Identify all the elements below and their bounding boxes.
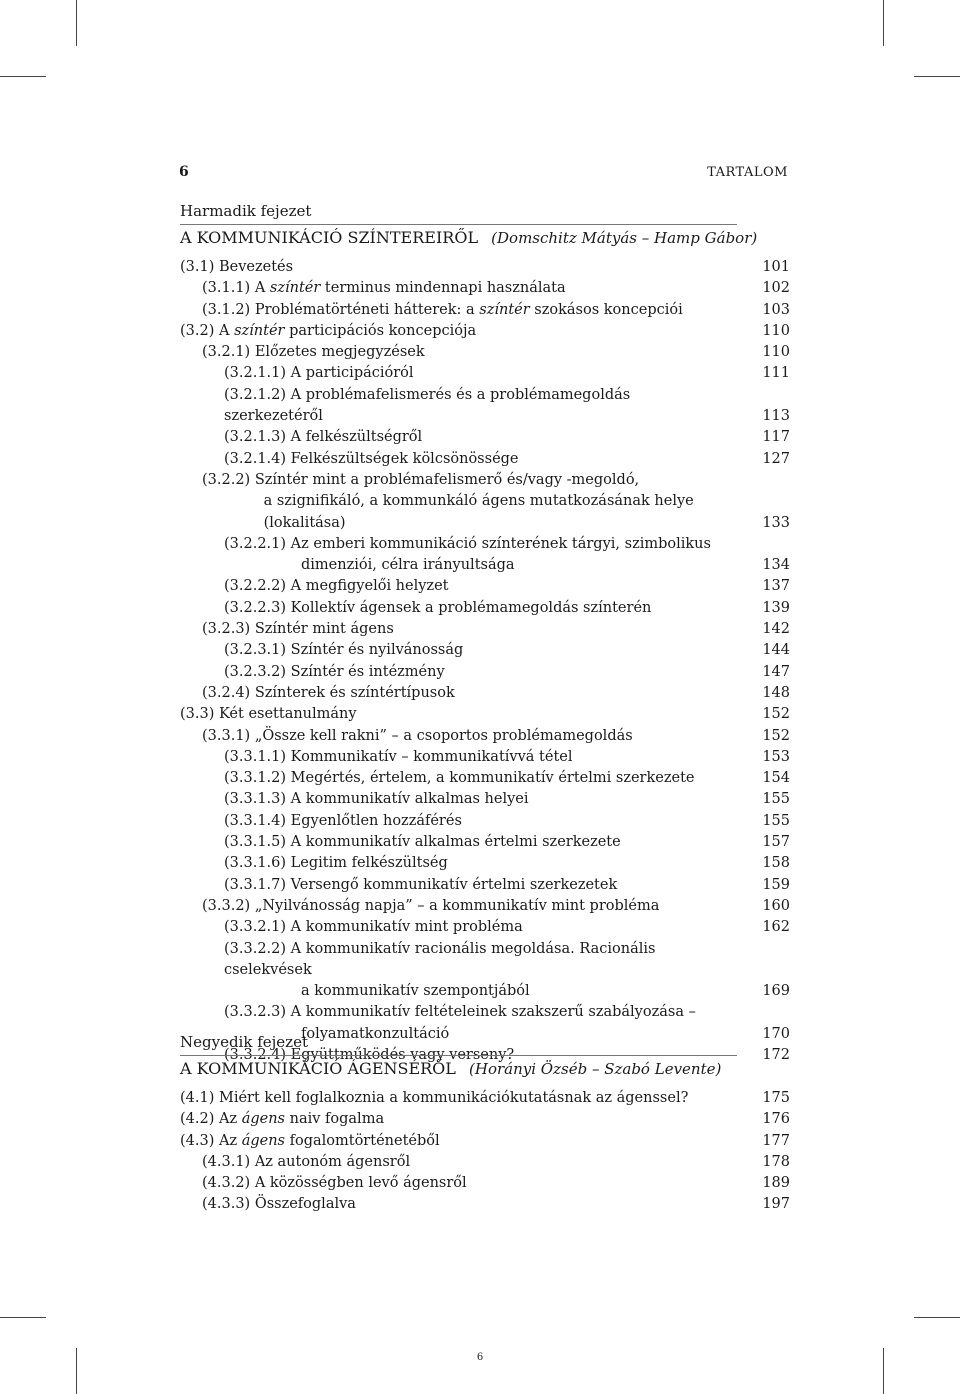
chapter-label: Negyedik fejezet	[180, 1033, 308, 1051]
toc-entry-page: 110	[762, 344, 790, 361]
toc-entry-title	[180, 853, 730, 874]
toc-entry-heading	[224, 429, 422, 445]
toc-entry-text: naiv fogalma	[285, 1111, 385, 1128]
toc-entry	[180, 427, 790, 448]
toc-entry	[180, 342, 790, 363]
toc-entry-heading	[180, 706, 357, 722]
toc-entry-emphasis: színtér	[269, 280, 321, 297]
toc-entry-page: 189	[762, 1175, 790, 1192]
toc-entry-emphasis: ágens	[241, 1111, 285, 1128]
toc-entry	[180, 789, 790, 810]
toc-entry-heading	[202, 1175, 467, 1191]
toc-entry-title	[180, 598, 730, 619]
crop-mark	[883, 0, 884, 46]
crop-mark	[914, 1317, 960, 1318]
toc-entry-text: (4.3.2) A közösségben levő ágensről	[202, 1175, 467, 1192]
chapter-section	[180, 202, 790, 1066]
toc-entry-page: 148	[762, 684, 790, 701]
toc-entry-title	[180, 278, 730, 299]
toc-entry-text: (3.2.1.2) A problémafelismerés és a problémamegoldás szerkezetéről	[224, 386, 631, 425]
toc-entry-text: (3.1) Bevezetés	[180, 259, 294, 275]
toc-entry-heading	[202, 472, 639, 488]
crop-mark	[76, 0, 77, 46]
toc-entry-page: 177	[762, 1132, 790, 1149]
toc-entry-page: 169	[762, 983, 790, 1000]
toc-entry-title	[180, 875, 730, 896]
toc-entry-text: (3.2.2) Színtér mint a problémafelismerő és/vagy -megoldó,	[202, 471, 640, 488]
toc-entry	[180, 534, 790, 577]
toc-entry-heading	[224, 536, 711, 552]
toc-entry-heading	[224, 834, 621, 850]
toc-entry-title	[180, 257, 730, 278]
toc-entry-heading	[202, 344, 425, 360]
toc-entry-text: terminus mindennapi használata	[320, 280, 566, 297]
toc-entry-heading	[180, 1111, 384, 1127]
toc-entry-text: (3.2.2.1) Az emberi kommunikáció színterének tárgyi, szimbolikus	[224, 535, 711, 552]
toc-entry	[180, 321, 790, 342]
toc-entry-page: 155	[762, 791, 790, 808]
toc-entry-text: (4.1) Miért kell foglalkoznia a kommunikációkutatásnak az ágenssel?	[180, 1090, 689, 1106]
toc-entry-page: 133	[762, 514, 790, 531]
toc-entry-title	[180, 917, 730, 938]
toc-entry	[180, 619, 790, 640]
toc-entry-title	[180, 363, 730, 384]
toc-entry-title	[180, 1109, 730, 1130]
toc-entry-title	[180, 342, 730, 363]
toc-entry-page: 160	[762, 897, 790, 914]
toc-entry-title	[180, 747, 730, 768]
toc-entry-title	[180, 576, 730, 597]
toc-entry	[180, 896, 790, 917]
toc-entry-title	[180, 385, 730, 428]
toc-entry-heading	[224, 791, 529, 807]
toc-entry-title	[180, 896, 730, 917]
toc-entry-heading	[224, 919, 523, 935]
toc-entry-heading	[224, 387, 630, 424]
toc-entry-heading	[224, 664, 445, 680]
toc-entry	[180, 875, 790, 896]
toc-entry-page: 152	[762, 706, 790, 723]
toc-entry-page: 172	[762, 1046, 790, 1063]
toc-entry-title	[180, 768, 730, 789]
toc-entry-heading	[180, 259, 293, 275]
toc-entry-page: 197	[762, 1196, 790, 1213]
toc-entry-page: 153	[762, 748, 790, 765]
toc-entry	[180, 662, 790, 683]
toc-entry	[180, 704, 790, 725]
toc-entry	[180, 1109, 790, 1130]
toc-entry-page: 147	[762, 663, 790, 680]
toc-entry-text: (3.3.2.3) A kommunikatív feltételeinek szakszerű szabályozása –	[224, 1004, 696, 1021]
toc-entry-heading	[224, 365, 414, 381]
toc-entry-heading	[224, 642, 463, 658]
toc-entry-heading	[224, 855, 448, 871]
toc-entry-text: (4.3) Az	[180, 1132, 242, 1149]
toc-entry	[180, 853, 790, 874]
toc-entry-text: (3.3.2.1) A kommunikatív mint probléma	[224, 919, 523, 936]
toc-entry-page: 157	[762, 834, 790, 851]
toc-entry-text: (3.3.1.6) Legitim felkészültség	[224, 855, 448, 872]
toc-entry-emphasis: ágens	[241, 1132, 285, 1149]
toc-entry-page: 152	[762, 727, 790, 744]
toc-entry	[180, 278, 790, 299]
toc-entry	[180, 576, 790, 597]
toc-entry-heading	[202, 1154, 410, 1170]
toc-entry-text: (3.1.1) A	[202, 280, 270, 297]
toc-entry-text: (3.3.2.2) A kommunikatív racionális megoldása. Racionális cselekvések	[224, 940, 656, 978]
toc-entry-title	[180, 449, 730, 470]
toc-entry-title	[180, 534, 730, 577]
toc-entry-text: (3.3) Két esettanulmány	[180, 706, 357, 723]
toc-entry	[180, 385, 790, 428]
toc-entry-text: (3.1.2) Problématörténeti hátterek: a	[202, 301, 480, 318]
toc-entry-text: (3.3.1) „Össze kell rakni” – a csoportos problémamegoldás	[202, 727, 633, 744]
chapter-title-text: A KOMMUNIKÁCIÓ SZÍNTEREIRŐL	[180, 228, 479, 247]
toc-entry-text: (3.3.1.4) Egyenlőtlen hozzáférés	[224, 812, 462, 829]
toc-entry-heading	[202, 1196, 356, 1212]
toc-entry-page: 103	[762, 301, 790, 318]
toc-entry-title	[180, 427, 730, 448]
toc-entry-page: 158	[762, 855, 790, 872]
toc-entry-heading	[224, 1004, 696, 1020]
toc-entry-title	[180, 300, 730, 321]
toc-entry-page: 159	[762, 876, 790, 893]
toc-entry-text: (3.2.3) Színtér mint ágens	[202, 621, 394, 638]
toc-entry	[180, 598, 790, 619]
chapter-label: Harmadik fejezet	[180, 202, 312, 220]
toc-entry-title	[180, 1152, 730, 1173]
toc-entry-text: (3.2.2.3) Kollektív ágensek a problémamegoldás színterén	[224, 599, 652, 616]
toc-entry-page: 110	[762, 322, 790, 339]
toc-entry	[180, 768, 790, 789]
toc-entry-text: (4.2) Az	[180, 1111, 242, 1128]
toc-entry-text: (3.3.2) „Nyilvánosság napja” – a kommunikatív mint probléma	[202, 897, 660, 914]
chapter-section	[180, 1033, 790, 1216]
chapter-title	[180, 228, 790, 248]
toc-entry	[180, 832, 790, 853]
toc-entry-page: 111	[762, 365, 790, 382]
toc-entry-text: (4.3.1) Az autonóm ágensről	[202, 1153, 411, 1170]
toc-entry-title	[180, 1088, 730, 1109]
toc-entry	[180, 640, 790, 661]
toc-entry-page: 170	[762, 1025, 790, 1042]
toc-entry-title	[180, 726, 730, 747]
toc-entry-continuation: dimenziói, célra irányultsága	[301, 557, 515, 574]
toc-entry-text: (3.3.1.5) A kommunikatív alkalmas értelmi szerkezete	[224, 834, 621, 851]
toc-entry-page: 178	[762, 1153, 790, 1170]
toc-entry-title	[180, 704, 730, 725]
toc-entry-title	[180, 1173, 730, 1194]
crop-mark	[0, 1317, 46, 1318]
toc-entry-page: 154	[762, 770, 790, 787]
toc-entry-heading	[180, 323, 476, 339]
chapter-authors: (Domschitz Mátyás – Hamp Gábor)	[491, 229, 758, 247]
toc-entry	[180, 257, 790, 278]
toc-entry-heading	[224, 770, 694, 786]
toc-entry-page: 134	[762, 557, 790, 574]
toc-entry-title	[180, 939, 730, 1003]
toc-entry-title	[180, 1194, 730, 1215]
toc-entry-text: participációs koncepciója	[284, 322, 477, 339]
toc-entry-heading	[224, 600, 651, 616]
toc-entry	[180, 747, 790, 768]
toc-entry	[180, 470, 790, 534]
toc-entry-heading	[180, 1090, 688, 1106]
toc-entry-page: 175	[762, 1090, 790, 1106]
chapter-title-text: A KOMMUNIKÁCIÓ ÁGENSÉRŐL	[180, 1059, 456, 1078]
toc-entry-text: (3.2.3.2) Színtér és intézmény	[224, 663, 445, 680]
toc-entry	[180, 1131, 790, 1152]
toc-entry-heading	[224, 877, 617, 893]
toc-entry	[180, 1194, 790, 1215]
toc-entry-text: (3.2) A	[180, 322, 235, 339]
toc-entry	[180, 1088, 790, 1109]
toc-entry-page: 144	[762, 642, 790, 659]
toc-entry-page: 137	[762, 578, 790, 595]
toc-entry-text: (3.3.1.3) A kommunikatív alkalmas helyei	[224, 791, 529, 808]
toc-entry	[180, 449, 790, 470]
toc-entry-page: 127	[762, 450, 790, 467]
toc-entry-heading	[202, 728, 633, 744]
toc-entry-heading	[202, 898, 659, 914]
toc-entry-heading	[224, 451, 519, 467]
toc-entry-page: 142	[762, 621, 790, 638]
toc-entry-heading	[224, 749, 573, 765]
toc-entry-title	[180, 662, 730, 683]
toc-entry-page: 101	[762, 259, 790, 275]
chapter-authors: (Horányi Özséb – Szabó Levente)	[469, 1060, 722, 1078]
footer-page-number: 6	[476, 1352, 484, 1363]
toc-entry-text: (3.2.2.2) A megfigyelői helyzet	[224, 578, 449, 595]
toc-entry-page: 117	[762, 429, 790, 446]
toc-entry-heading	[224, 813, 462, 829]
chapter-divider	[180, 1055, 737, 1056]
toc-entry	[180, 1173, 790, 1194]
toc-entry-text: (3.3.1.1) Kommunikatív – kommunikatívvá tétel	[224, 748, 573, 765]
toc-entry-page: 102	[762, 280, 790, 297]
toc-entry-page: 176	[762, 1111, 790, 1128]
toc-entry-page: 139	[762, 599, 790, 616]
toc-entry-page: 155	[762, 812, 790, 829]
toc-entry-text: (3.2.1.1) A participációról	[224, 365, 414, 382]
toc-entry-emphasis: színtér	[479, 301, 530, 318]
toc-entry-title	[180, 811, 730, 832]
toc-entry	[180, 1152, 790, 1173]
toc-entry-text: (3.3.1.2) Megértés, értelem, a kommunikatív értelmi szerkezete	[224, 770, 695, 787]
toc-entry-text: (3.2.1.4) Felkészültségek kölcsönössége	[224, 450, 519, 467]
toc-entry-text: (3.2.4) Színterek és színtértípusok	[202, 684, 455, 701]
toc-entry-page: 162	[762, 919, 790, 936]
toc-entry-title	[180, 832, 730, 853]
toc-entry-heading	[202, 302, 683, 318]
toc-entry	[180, 811, 790, 832]
toc-entry-page: 113	[762, 408, 790, 425]
toc-entry-title	[180, 640, 730, 661]
toc-list	[180, 1088, 790, 1216]
toc-entry-text: szokásos koncepciói	[529, 301, 683, 318]
toc-entry-heading	[202, 685, 455, 701]
toc-entry-text: (3.2.1.3) A felkészültségről	[224, 429, 423, 446]
chapter-title	[180, 1059, 790, 1079]
toc-entry-continuation: a szignifikáló, a kommunkáló ágens mutatkozásának helye (lokalitása)	[263, 493, 694, 531]
page-number: 6	[179, 164, 189, 180]
toc-entry-title	[180, 470, 730, 534]
toc-entry-text: (4.3.3) Összefoglalva	[202, 1196, 356, 1213]
crop-mark	[914, 76, 960, 77]
running-head: TARTALOM	[707, 165, 788, 180]
chapter-divider	[180, 224, 737, 225]
toc-entry	[180, 683, 790, 704]
toc-entry-text: (3.3.1.7) Versengő kommunikatív értelmi szerkezetek	[224, 876, 618, 893]
crop-mark	[0, 76, 46, 77]
toc-entry-heading	[202, 621, 394, 637]
toc-entry-continuation: a kommunikatív szempontjából	[301, 983, 530, 1000]
toc-entry-text: (3.3.2.4) Együttműködés vagy verseny?	[224, 1046, 515, 1063]
toc-entry-title	[180, 683, 730, 704]
toc-entry-text: (3.2.3.1) Színtér és nyilvánosság	[224, 642, 464, 659]
toc-entry-emphasis: színtér	[234, 322, 285, 339]
toc-list	[180, 257, 790, 1066]
toc-entry-heading	[224, 941, 655, 978]
toc-entry-heading	[180, 1133, 440, 1149]
toc-entry-continuation: folyamatkonzultáció	[301, 1025, 450, 1042]
toc-entry	[180, 939, 790, 1003]
toc-entry	[180, 726, 790, 747]
toc-entry-heading	[224, 578, 448, 594]
toc-entry	[180, 363, 790, 384]
toc-entry-title	[180, 1131, 730, 1152]
toc-entry-text: (3.2.1) Előzetes megjegyzések	[202, 344, 425, 361]
toc-entry-text: fogalomtörténetéből	[285, 1132, 440, 1149]
toc-entry-title	[180, 789, 730, 810]
toc-entry-heading	[202, 280, 566, 296]
toc-entry	[180, 300, 790, 321]
toc-entry	[180, 917, 790, 938]
toc-entry-title	[180, 321, 730, 342]
toc-entry-title	[180, 619, 730, 640]
